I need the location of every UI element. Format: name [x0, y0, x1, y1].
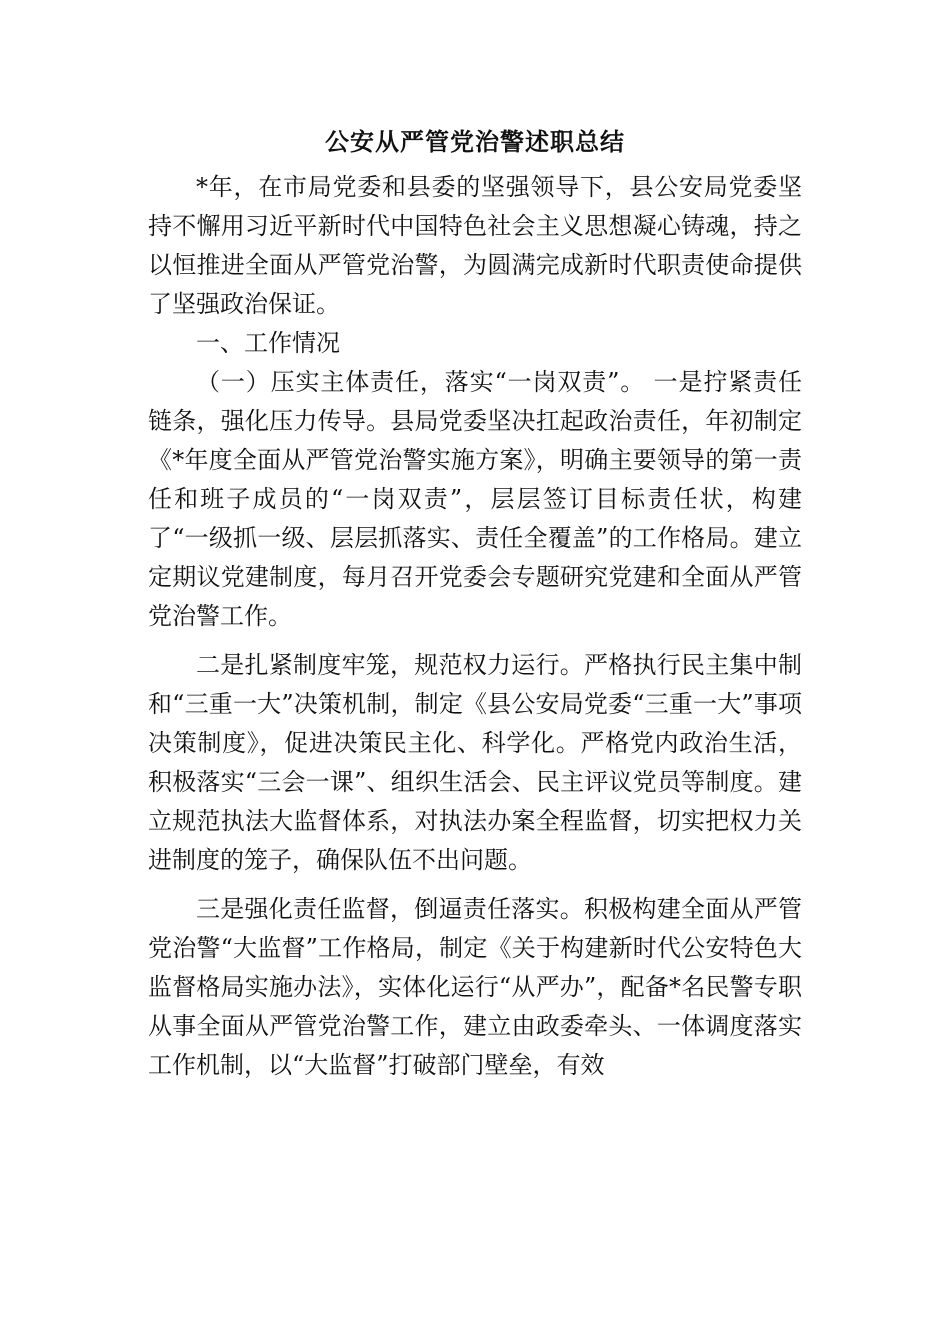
paragraph-intro: *年，在市局党委和县委的坚强领导下，县公安局党委坚持不懈用习近平新时代中国特色社会主义思想凝心铸魂，持之以恒推进全面从严管党治警，为圆满完成新时代职责使命提供了坚强政治保证。 — [148, 173, 802, 318]
document-body — [148, 168, 802, 1085]
section-heading-work-status: 一、工作情况 — [196, 329, 340, 357]
paragraph-supervision: 三是强化责任监督，倒逼责任落实。积极构建全面从严管党治警“大监督”工作格局，制定《关于构建新时代公安特色大监督格局实施办法》，实体化运行“从严办”，配备*名民警专职从事全面从严管党治警工作，建立由政委牵头、一体调度落实工作机制，以“大监督”打破部门壁垒，有效 — [148, 895, 802, 1079]
paragraph-institution: 二是扎紧制度牢笼，规范权力运行。严格执行民主集中制和“三重一大”决策机制，制定《县公安局党委“三重一大”事项决策制度》，促进决策民主化、科学化。严格党内政治生活，积极落实“三会一课”、组织生活会、民主评议党员等制度。建立规范执法大监督体系，对执法办案全程监督，切实把权力关进制度的笼子，确保队伍不出问题。 — [148, 651, 802, 874]
paragraph-responsibility: （一）压实主体责任，落实“一岗双责”。 一是拧紧责任链条，强化压力传导。县局党委坚决扛起政治责任，年初制定《*年度全面从严管党治警实施方案》，明确主要领导的第一责任和班子成员的“一岗双责”，层层签订目标责任状，构建了“一级抓一级、层层抓落实、责任全覆盖”的工作格局。建立定期议党建制度，每月召开党委会专题研究党建和全面从严管党治警工作。 — [148, 368, 802, 630]
document-title: 公安从严管党治警述职总结 — [325, 127, 625, 156]
